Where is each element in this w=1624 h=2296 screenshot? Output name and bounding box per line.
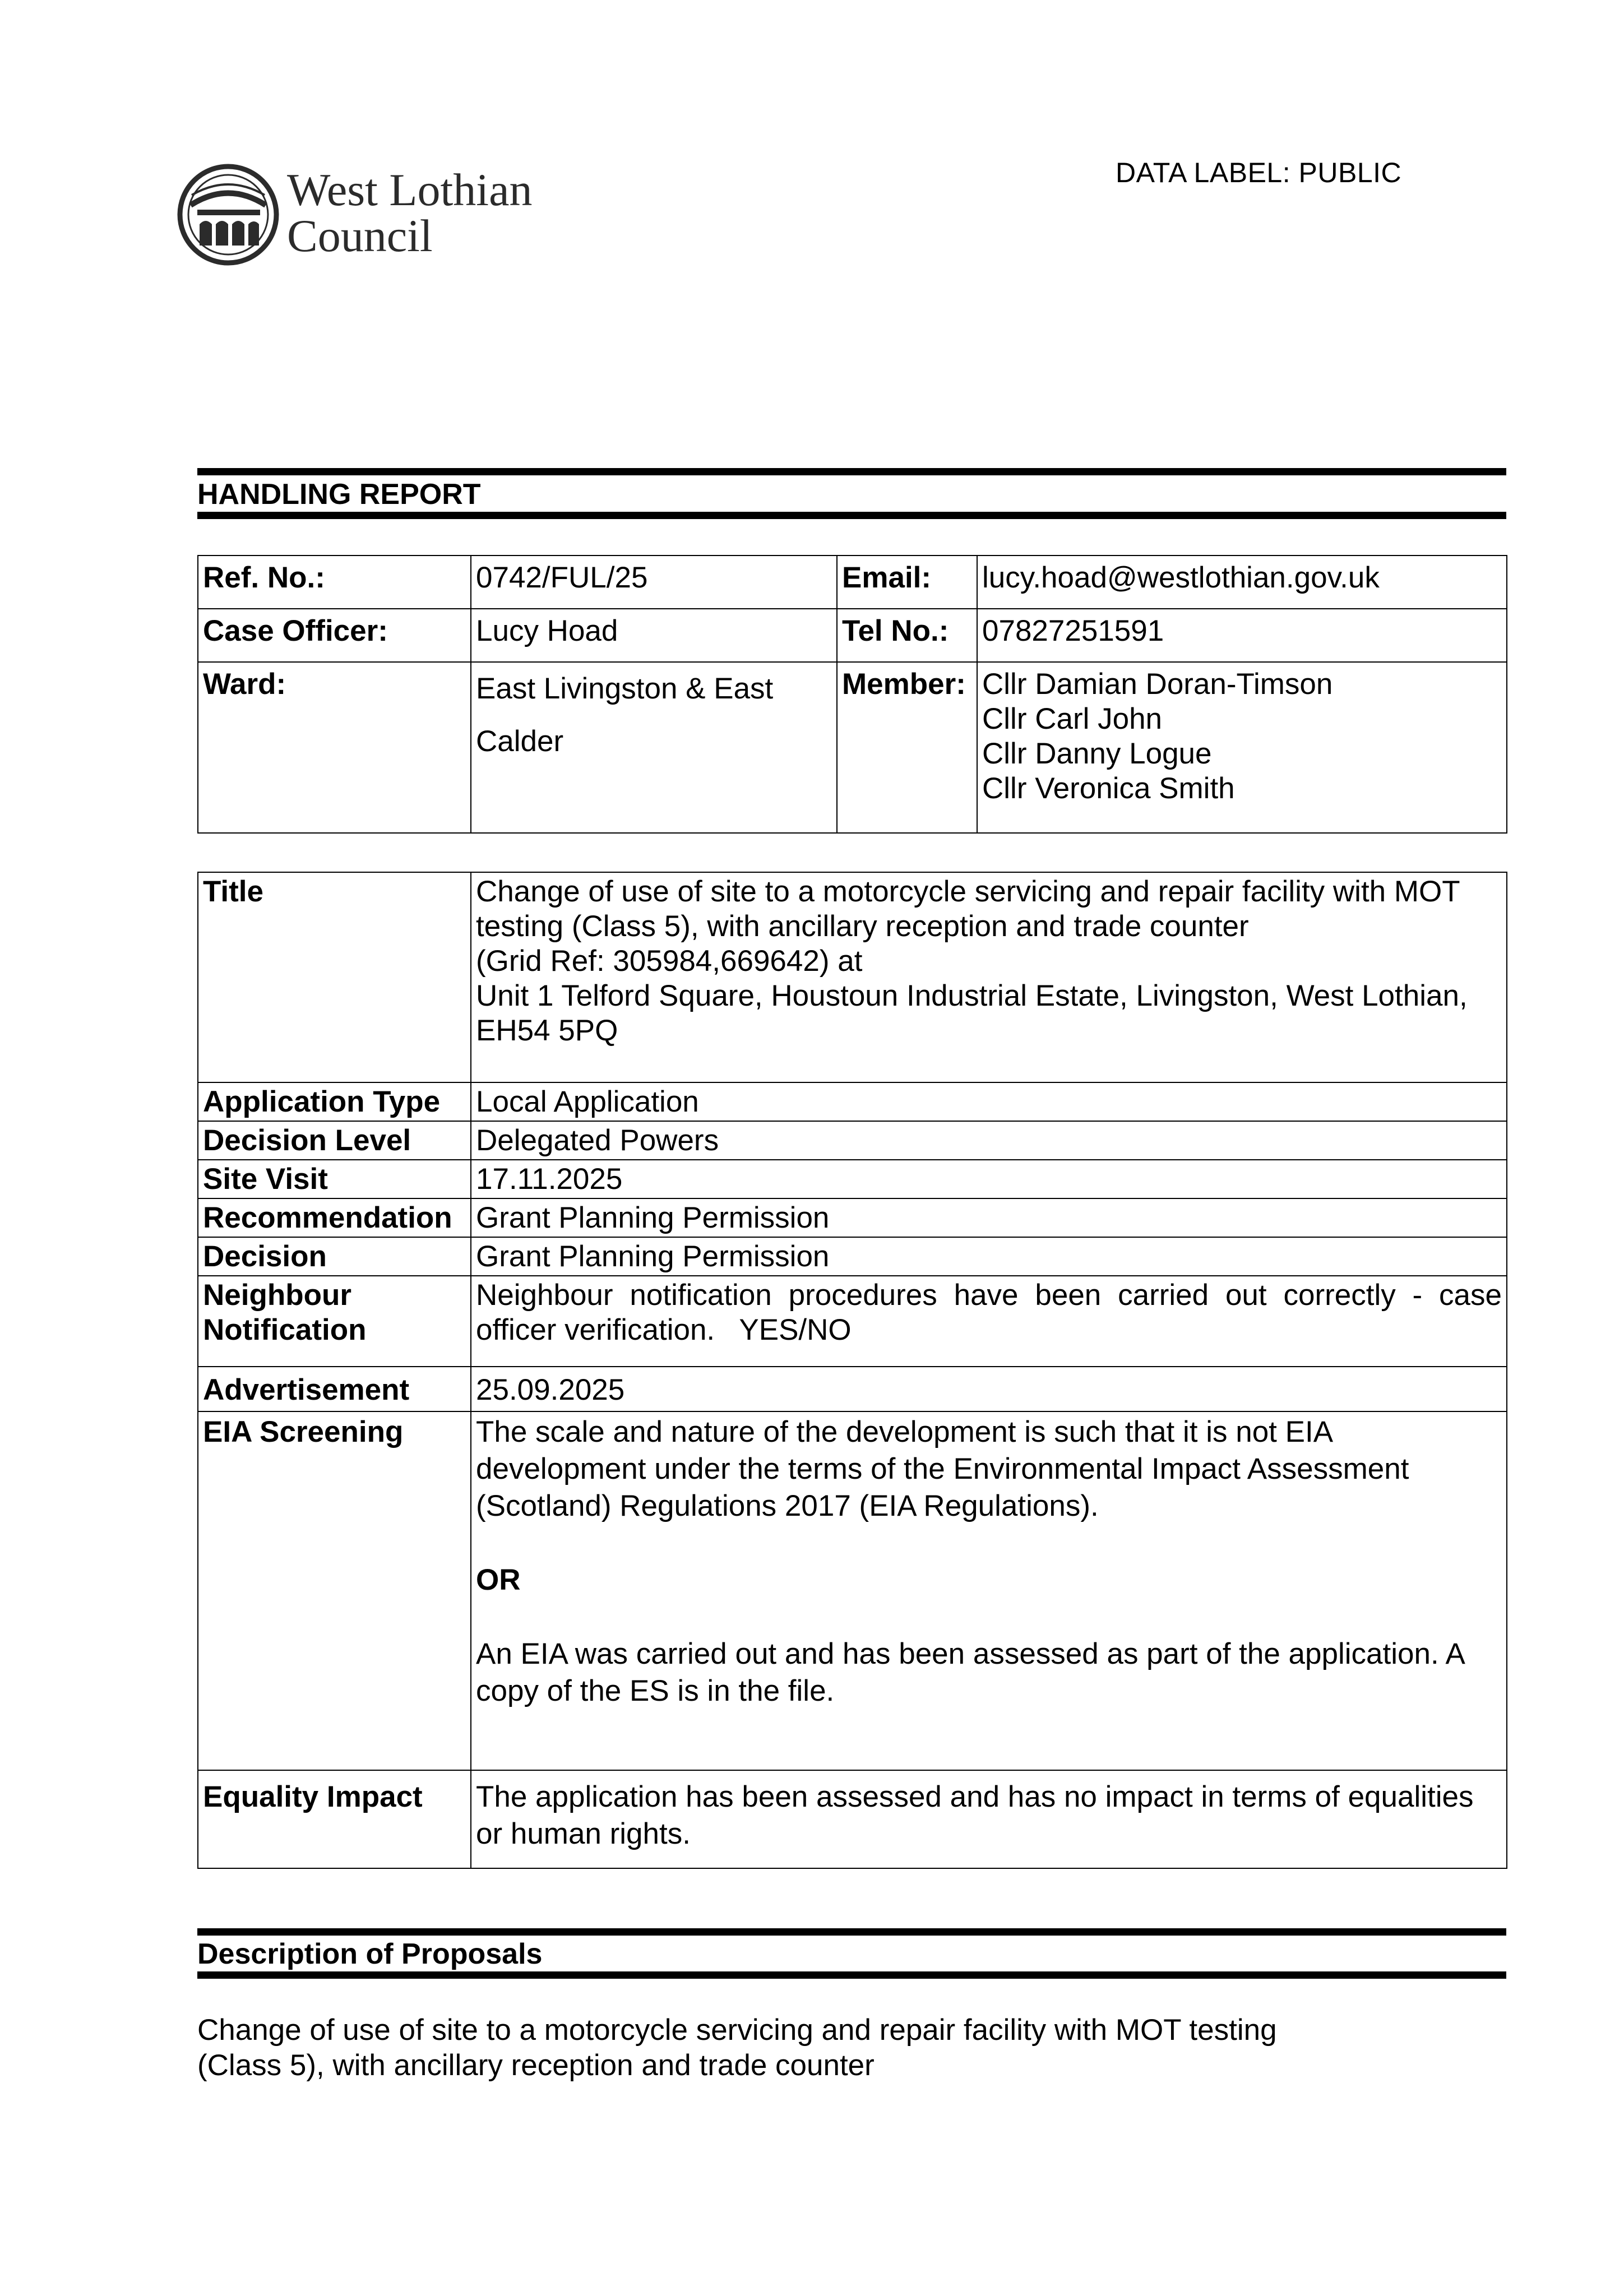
description-heading: Description of Proposals (197, 1938, 543, 1970)
handling-report-heading: HANDLING REPORT (197, 478, 481, 511)
decision-level-label: Decision Level (198, 1121, 471, 1160)
equality-impact-value: The application has been assessed and has no impact in terms of equalities or human rights. (471, 1770, 1507, 1868)
table-row (198, 1770, 1507, 1868)
ward-label: Ward: (198, 662, 471, 833)
eia-paragraph: The scale and nature of the development is such that it is not EIA development under the terms of the Environmental Impact Assessment (Scotland) Regulations 2017 (EIA Regulations). (476, 1415, 1409, 1522)
title-line: testing (Class 5), with ancillary reception and trade counter (476, 910, 1249, 943)
neighbour-label-line: Notification (203, 1313, 367, 1346)
title-line: (Grid Ref: 305984,669642) at (476, 945, 863, 978)
spacer (476, 1599, 1502, 1636)
eia-or: OR (476, 1563, 521, 1596)
application-type-label: Application Type (198, 1082, 471, 1121)
table-row (198, 1160, 1507, 1198)
case-officer-value: Lucy Hoad (471, 609, 837, 662)
eia-paragraph: An EIA was carried out and has been assessed as part of the application. A copy of the ES is in the file. (476, 1637, 1464, 1707)
recommendation-label: Recommendation (198, 1198, 471, 1237)
decision-level-value: Delegated Powers (471, 1121, 1507, 1160)
logo-text-line2: Council (287, 210, 433, 261)
table-row (198, 662, 1507, 833)
member-list (977, 662, 1507, 833)
spacer (476, 1525, 1502, 1562)
table-row (198, 1367, 1507, 1411)
title-line: EH54 5PQ (476, 1014, 618, 1047)
title-line: Unit 1 Telford Square, Houstoun Industrial Estate, Livingston, West Lothian, (476, 979, 1468, 1012)
decision-value: Grant Planning Permission (471, 1237, 1507, 1276)
member-item: Cllr Damian Doran-Timson (982, 668, 1333, 701)
title-label: Title (198, 872, 471, 1082)
table-row (198, 872, 1507, 1082)
case-officer-label: Case Officer: (198, 609, 471, 662)
description-line: (Class 5), with ancillary reception and trade counter (197, 2049, 875, 2082)
title-value (471, 872, 1507, 1082)
neighbour-notification-label (198, 1276, 471, 1367)
member-item: Cllr Veronica Smith (982, 772, 1235, 805)
description-line: Change of use of site to a motorcycle servicing and repair facility with MOT testing (197, 2013, 1277, 2047)
table-row (198, 1121, 1507, 1160)
table-row (198, 1237, 1507, 1276)
tel-label: Tel No.: (837, 609, 977, 662)
description-text (197, 2012, 1506, 2083)
table-row (198, 1411, 1507, 1770)
application-type-value: Local Application (471, 1082, 1507, 1121)
equality-impact-label: Equality Impact (198, 1770, 471, 1868)
table-row (198, 556, 1507, 609)
description-rule-bottom (197, 1971, 1506, 1979)
member-item: Cllr Carl John (982, 702, 1163, 735)
eia-screening-value (471, 1411, 1507, 1770)
data-label: DATA LABEL: PUBLIC (1116, 157, 1402, 188)
table-row (198, 1276, 1507, 1367)
decision-label: Decision (198, 1237, 471, 1276)
neighbour-notification-value: Neighbour notification procedures have been carried out correctly - case officer verification. YES/NO (471, 1276, 1507, 1367)
description-rule-top (197, 1928, 1506, 1936)
member-label: Member: (837, 662, 977, 833)
table-row (198, 1082, 1507, 1121)
table-row (198, 609, 1507, 662)
ref-value: 0742/FUL/25 (471, 556, 837, 609)
heading-rule-top (197, 468, 1506, 475)
viaduct-emblem-icon (175, 161, 556, 268)
logo-text-line1: West Lothian (287, 164, 533, 215)
heading-rule-bottom (197, 512, 1506, 519)
application-details-table (197, 872, 1510, 1869)
advertisement-value: 25.09.2025 (471, 1367, 1507, 1411)
recommendation-value: Grant Planning Permission (471, 1198, 1507, 1237)
case-details-table (197, 555, 1507, 834)
ref-label: Ref. No.: (198, 556, 471, 609)
advertisement-label: Advertisement (198, 1367, 471, 1411)
ward-value: East Livingston & East Calder (471, 662, 837, 833)
table-row (198, 1198, 1507, 1237)
site-visit-value: 17.11.2025 (471, 1160, 1507, 1198)
tel-value: 07827251591 (977, 609, 1507, 662)
eia-screening-label: EIA Screening (198, 1411, 471, 1770)
neighbour-label-line: Neighbour (203, 1279, 351, 1312)
title-line: Change of use of site to a motorcycle servicing and repair facility with MOT (476, 875, 1460, 908)
email-value: lucy.hoad@westlothian.gov.uk (977, 556, 1507, 609)
member-item: Cllr Danny Logue (982, 737, 1212, 770)
email-label: Email: (837, 556, 977, 609)
council-logo (175, 161, 556, 268)
site-visit-label: Site Visit (198, 1160, 471, 1198)
